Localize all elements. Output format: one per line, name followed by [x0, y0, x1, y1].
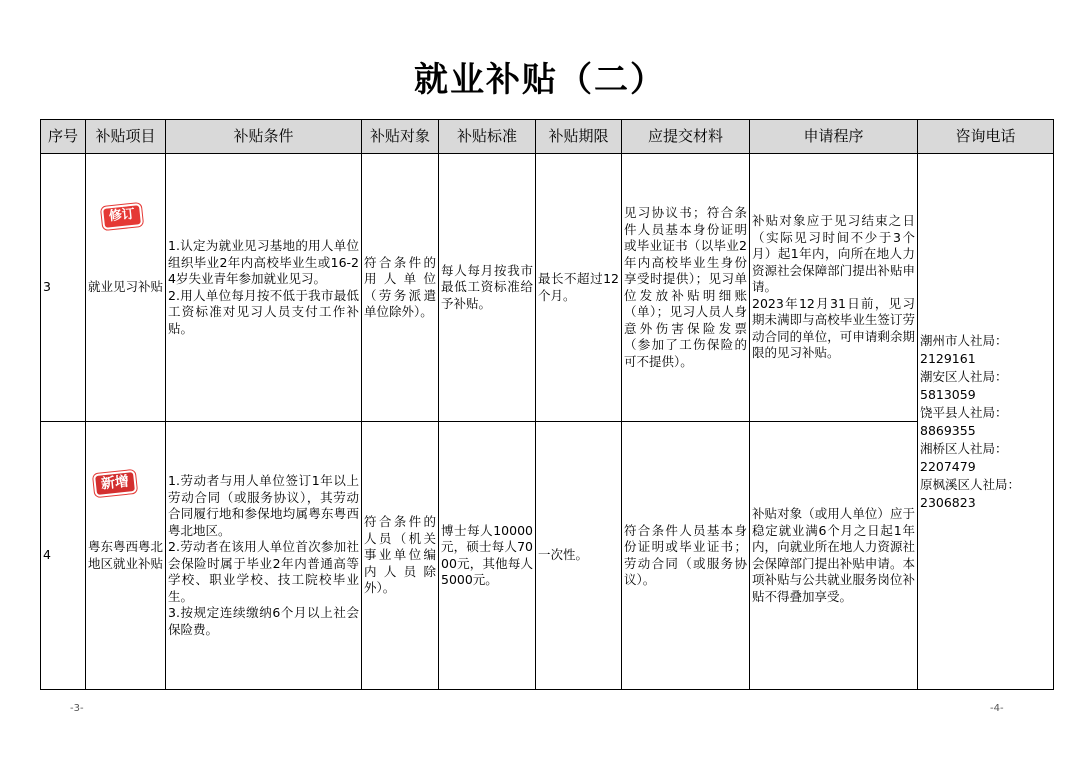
page-title: 就业补贴（二）: [414, 60, 666, 100]
row-procedure: 补贴对象（或用人单位）应于稳定就业满6个月之日起1年内，向就业所在地人力资源社会保障部门提出补贴申请。本项补贴与公共就业服务岗位补贴不得叠加享受。: [750, 422, 918, 690]
header-no: 序号: [41, 120, 86, 154]
row-materials: 见习协议书；符合条件人员基本身份证明或毕业证书（以毕业2年内高校毕业生身份享受时提供）；见习单位发放补贴明细账（单）；见习人员人身意外伤害保险发票（参加了工伤保险的可不提供）。: [622, 154, 750, 422]
row-condition: 1.劳动者与用人单位签订1年以上劳动合同（或服务协议），其劳动合同履行地和参保地均属粤东粤西粤北地区。 2.劳动者在该用人单位首次参加社会保险时属于毕业2年内普通高等学校、职业学校、技工院校毕业生。 3.按规定连续缴纳6个月以上社会保险费。: [166, 422, 362, 690]
header-contact: 咨询电话: [918, 120, 1054, 154]
header-condition: 补贴条件: [166, 120, 362, 154]
table-row: [41, 154, 1054, 422]
new-stamp: 新增: [95, 472, 135, 494]
row-item: 就业见习补贴: [88, 279, 164, 295]
revised-stamp: 修订: [103, 205, 141, 227]
header-procedure: 申请程序: [750, 120, 918, 154]
header-target: 补贴对象: [362, 120, 439, 154]
subsidy-table: [40, 119, 1054, 690]
row-item-cell: [86, 154, 166, 422]
table-row: [41, 422, 1054, 690]
contact-phone: 2306823: [920, 494, 976, 510]
row-procedure: 补贴对象应于见习结束之日（实际见习时间不少于3个月）起1年内，向所在地人力资源社会保障部门提出补贴申请。 2023年12月31日前，见习期未满即与高校毕业生签订劳动合同的单位，可申请剩余期限的见习补贴。: [750, 154, 918, 422]
row-item-cell: [86, 422, 166, 690]
row-item: 粤东粤西粤北地区就业补贴: [88, 539, 164, 571]
contact-name: 潮安区人社局：: [920, 368, 1008, 384]
row-standard: 博士每人10000元，硕士每人7000元，其他每人5000元。: [439, 422, 536, 690]
header-materials: 应提交材料: [622, 120, 750, 154]
contact-name: 潮州市人社局：: [920, 332, 1008, 348]
row-target: 符合条件的用人单位（劳务派遣单位除外）。: [362, 154, 439, 422]
row-standard: 每人每月按我市最低工资标准给予补贴。: [439, 154, 536, 422]
table-header-row: [41, 120, 1054, 154]
contact-name: 原枫溪区人社局：: [920, 476, 1021, 492]
contact-cell: [918, 154, 1054, 690]
row-materials: 符合条件人员基本身份证明或毕业证书；劳动合同（或服务协议）。: [622, 422, 750, 690]
row-no: 3: [41, 154, 86, 422]
row-period: 最长不超过12个月。: [536, 154, 622, 422]
header-item: 补贴项目: [86, 120, 166, 154]
header-standard: 补贴标准: [439, 120, 536, 154]
row-no: 4: [41, 422, 86, 690]
page-number-right: -4-: [990, 703, 1004, 714]
contact-name: 饶平县人社局：: [920, 404, 1008, 420]
row-period: 一次性。: [536, 422, 622, 690]
page-number-left: -3-: [70, 703, 84, 714]
contact-phone: 5813059: [920, 386, 976, 402]
contact-phone: 8869355: [920, 422, 976, 438]
contact-phone: 2207479: [920, 458, 976, 474]
row-target: 符合条件的人员（机关事业单位编内人员除外）。: [362, 422, 439, 690]
row-condition: 1.认定为就业见习基地的用人单位组织毕业2年内高校毕业生或16-24岁失业青年参加就业见习。 2.用人单位每月按不低于我市最低工资标准对见习人员支付工作补贴。: [166, 154, 362, 422]
contact-phone: 2129161: [920, 350, 976, 366]
header-period: 补贴期限: [536, 120, 622, 154]
contact-name: 湘桥区人社局：: [920, 440, 1008, 456]
